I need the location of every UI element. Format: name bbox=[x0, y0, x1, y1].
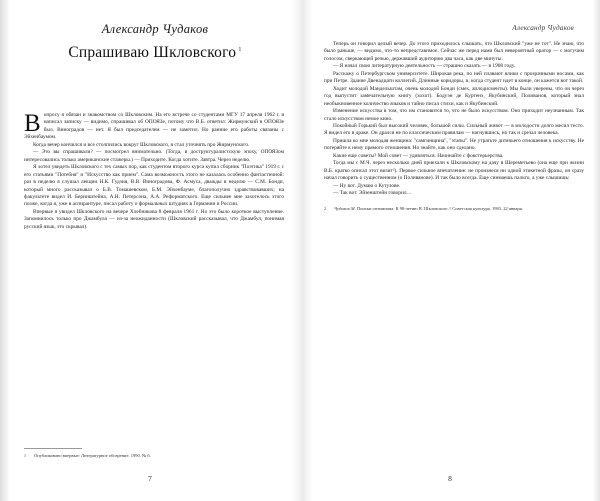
paragraph bbox=[24, 112, 284, 142]
article-title-text: Спрашиваю Шкловского bbox=[68, 44, 237, 61]
footnote-body: Поиски оптимизма. К 90-летию В. Шкловского // Советская культура. 1983. 22 января. bbox=[355, 205, 523, 211]
paragraph: — Так вот. Эйзенштейн говорил… bbox=[333, 190, 412, 197]
footnote bbox=[24, 453, 286, 459]
drop-cap: В bbox=[24, 110, 41, 137]
paragraph: Покойный Горький был высокий человек, большой силы. Сильный живот — в молодости долго месил тесто. Я видел его в драке. Он дрался не по классическим правилам — нагнувшись, но так и срезал человека. bbox=[324, 122, 584, 137]
paragraph: Теперь он говорил целый вечер. До этого приходилось слышать, что Шкловский "уже не тот". Не знаю, что было раньше, — видимо, что-то непредставимое. Сейчас же перед нами был невероятный оратор — с могучим голосом, сверкающей речью, державший аудиторию два часа, как две минуты. bbox=[324, 41, 584, 62]
footnote-author: Чудаков М. bbox=[334, 205, 356, 211]
footnote-text bbox=[334, 206, 584, 212]
paragraph: Впервые я увидел Шкловского на вечере Хлебникова 8 февраля 1961 г. Но это было короткое выступление. Запомнилось только про Джамбула — из-за неожиданности (Шкловский рассказывал, что Джамбул, понимая русский язык, это скрывал). bbox=[24, 208, 284, 230]
title-block bbox=[24, 0, 286, 62]
paragraph: — Ну вот. Думаю о Кутузове. bbox=[333, 182, 401, 189]
left-page-body bbox=[24, 112, 286, 231]
title-footnote-marker: 1 bbox=[238, 45, 242, 53]
page-title bbox=[68, 44, 241, 62]
paragraph: — Это вы спрашивали? — посмотрел внимательно. (Тогда, в доструктуралистскую эпоху, ОПОЯЗом интересовались только американские стажеры.) — Приходите. Когда хотите. Завтра. Через неделю. bbox=[24, 149, 284, 163]
right-page-body bbox=[324, 41, 586, 212]
paragraph: Тогда мы с М.Ч. через несколько дней приехали к Шкловскому на дачу в Шереметьево (она еще при жизни В.Б. кратко описал этот визит²). Первое сильное впечатление: не произнеся ни одной этикетной фразы, он сразу начал говорить о существенном (о Поливанове). И так было всегда. Еще снимаешь пальто, а уже слышишь: bbox=[324, 160, 584, 182]
paragraph: Какие еще советы? Мой совет — удивляться. Начинайте с фокстерьерства. bbox=[333, 152, 504, 159]
paragraph: Я хотел увидеть Шкловского с тех самых пор, как студентом второго курса купил сборник "Поэтика" 1919 г. с его статьями "Потебня" и "Искусство как прием". Сама возможность этого не казалась особенно фантастичной: раз в неделю я слушал лекции Н.К. Гудзия, В.В. Виноградова, Ф. Асмуса, дважды в неделю — С.М. Бонди, который много рассказывал о Б.В. Томашевском, Б.М. Эйхенбауме, благополучно здравствовавших; на факультете видел И. Берништейна, А.Н. Петерсона, А.А. Реформатского. Еще сильнее мне захотелось этого позже, когда я, уже в аспирантуре, писал работу о формальных штудиях в Германии и России. bbox=[24, 164, 284, 208]
paragraph: Ходит молодой Мандельштам, очень молодой Бонди (смех, аплодисменты). Мы были уверены, что он через год выпустит замечательную книгу (хохот). Бодуэн де Куртенэ, Якубинский, Поливанов, который знал необыкновенное количество языков и тайно писал стихи, как и Якубинский. bbox=[324, 85, 584, 107]
paragraph-text: опросу я обязан и знакомством со Шкловским. На его встрече со студентами МГУ 17 апреля 1962 г. я написал записку — видимо, спрашивал об ОПОЯЗе, потому что В.Б. ответил: Жирмунский в ОПОЯЗе был. Виноградов — нет. Я был председателем — не заметил. Но ранние его работы связаны с Эйхенбаумом. bbox=[24, 112, 284, 141]
footnote-rule bbox=[24, 448, 82, 449]
running-head: Александр Чудаков bbox=[512, 24, 574, 32]
paragraph: — Я начал свою литературную деятельность — страшно сказать — в 1908 году. bbox=[333, 63, 516, 70]
footnote-marker: 1 bbox=[24, 452, 26, 458]
footnote bbox=[324, 206, 584, 212]
paragraph: Пришла ко мне молодая женщина: "самгинщина", "этапы". Не утратьте дитячьего отношения к искусству. Не потеряйте к нему прямого отношения. Но знайте, как оно сделано. bbox=[324, 137, 584, 152]
page-right bbox=[300, 0, 600, 501]
paragraph: Расскажу о Петербургском университете. Широкая река, по ней плавают ялики с прозрачными носами, как при Петре. Здание Двенадцати коллегий. Длинные коридоры, и, когда студент идет в конце, он кажется вот такой. bbox=[324, 70, 584, 85]
author-name: Александр Чудаков bbox=[101, 22, 209, 36]
footnote-area-left bbox=[24, 448, 286, 459]
paragraph: Изменение искусства в том, что им становится то, что не было искусством. Оно приходит неузнанным. Так стало искусством немое кино. bbox=[324, 108, 584, 122]
paragraph: Когда вечер кончился и все столпились вокруг Шкловского, я стал уточнять про Жирмунского. bbox=[33, 141, 250, 148]
footnote-text: Опубликовано впервые: Литературное обозрение. 1990. № 6. bbox=[34, 452, 151, 458]
page-number-right: 8 bbox=[448, 474, 452, 483]
page-number-left: 7 bbox=[148, 474, 152, 483]
footnote-marker: 2 bbox=[324, 205, 326, 211]
